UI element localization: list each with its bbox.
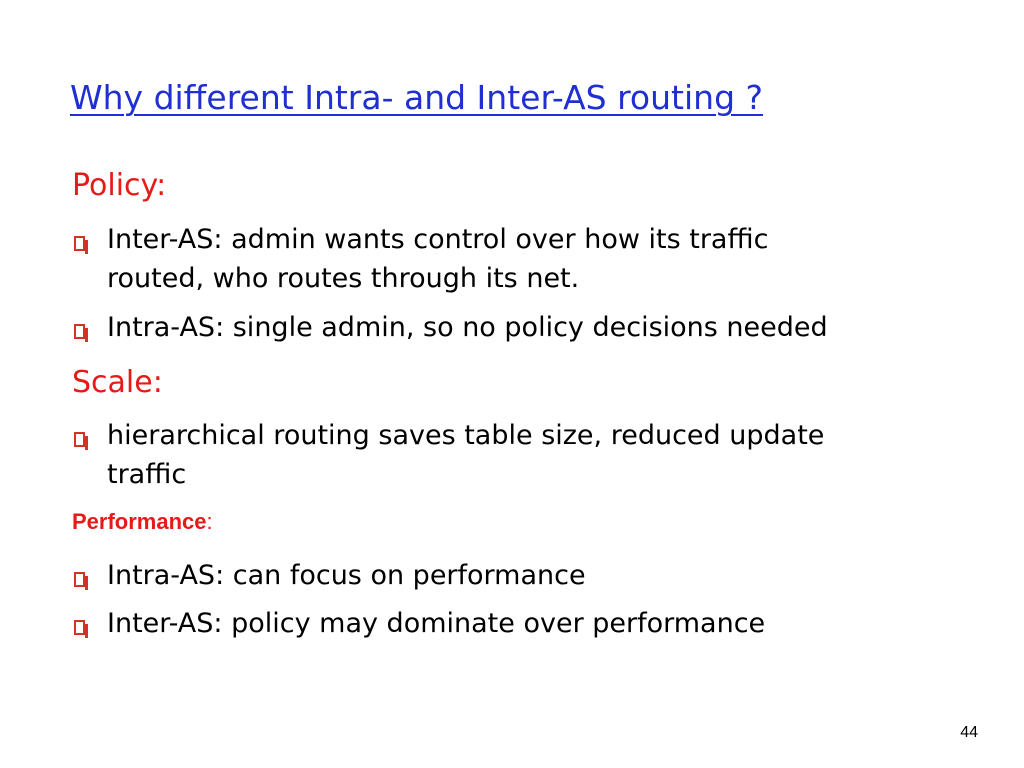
slide-title: Why different Intra- and Inter-AS routing ? bbox=[70, 78, 764, 117]
bullet-item bbox=[74, 562, 586, 595]
bullet-line: Intra-AS: single admin, so no policy decisions needed bbox=[107, 312, 828, 343]
section-heading-policy: Policy: bbox=[72, 168, 167, 203]
bullet-line: routed, who routes through its net. bbox=[107, 263, 580, 294]
bullet-line: traffic bbox=[107, 459, 187, 490]
bullet-box-icon bbox=[74, 324, 85, 339]
section-heading-scale: Scale: bbox=[72, 365, 163, 400]
bullet-text bbox=[107, 604, 765, 643]
bullet-box-icon bbox=[74, 620, 85, 635]
bullet-text bbox=[107, 220, 768, 298]
bullet-item bbox=[74, 610, 765, 643]
performance-heading-bold: Performance bbox=[72, 509, 207, 534]
bullet-item bbox=[74, 422, 824, 494]
bullet-item bbox=[74, 314, 828, 347]
page-number: 44 bbox=[960, 724, 978, 741]
bullet-line: Inter-AS: admin wants control over how its traffic bbox=[107, 224, 769, 255]
bullet-text bbox=[107, 308, 828, 347]
bullet-text bbox=[107, 556, 586, 595]
bullet-box-icon bbox=[74, 572, 85, 587]
performance-heading-colon: : bbox=[206, 509, 213, 534]
bullet-box-icon bbox=[74, 236, 85, 251]
bullet-line: hierarchical routing saves table size, reduced update bbox=[107, 420, 825, 451]
bullet-box-icon bbox=[74, 432, 85, 447]
section-heading-performance bbox=[72, 509, 213, 535]
bullet-line: Intra-AS: can focus on performance bbox=[107, 560, 586, 591]
bullet-item bbox=[74, 226, 768, 298]
bullet-line: Inter-AS: policy may dominate over performance bbox=[107, 608, 766, 639]
bullet-text bbox=[107, 416, 824, 494]
